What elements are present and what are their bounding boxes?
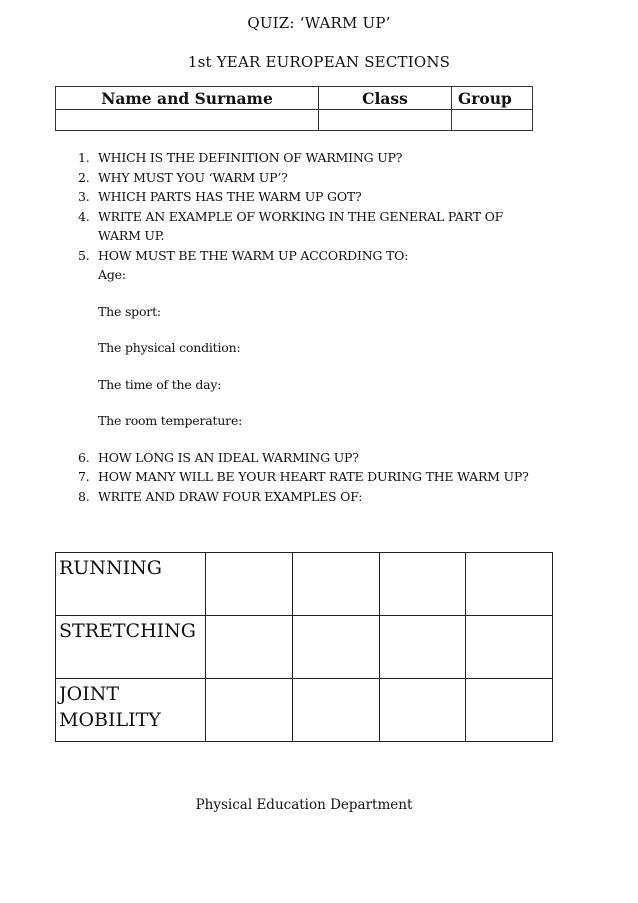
table-row bbox=[56, 679, 553, 742]
stretching-label: STRETCHING bbox=[56, 616, 206, 679]
example-cell[interactable] bbox=[292, 616, 379, 679]
question-item bbox=[78, 467, 548, 487]
question-list bbox=[78, 148, 548, 506]
department-footer: Physical Education Department bbox=[195, 797, 413, 813]
examples-table bbox=[55, 552, 553, 742]
example-cell[interactable] bbox=[379, 616, 466, 679]
question-number: 4. bbox=[78, 208, 90, 224]
question-number: 5. bbox=[78, 247, 90, 263]
q5-item-time-of-day: The time of the day: bbox=[98, 376, 222, 392]
q5-item-age: Age: bbox=[98, 267, 126, 282]
running-label: RUNNING bbox=[56, 553, 206, 616]
q5-item-sport: The sport: bbox=[98, 303, 161, 319]
class-field[interactable] bbox=[319, 110, 452, 131]
example-cell[interactable] bbox=[466, 553, 553, 616]
question-number: 7. bbox=[78, 469, 90, 484]
question-item bbox=[78, 148, 548, 168]
table-row bbox=[56, 616, 553, 679]
group-header: Group bbox=[452, 87, 533, 110]
example-cell[interactable] bbox=[292, 679, 379, 742]
q5-item-physical-condition: The physical condition: bbox=[98, 340, 241, 355]
example-cell[interactable] bbox=[466, 616, 553, 679]
name-surname-field[interactable] bbox=[56, 110, 319, 131]
quiz-title: QUIZ: ‘WARM UP’ bbox=[247, 14, 391, 32]
quiz-subtitle: 1st YEAR EUROPEAN SECTIONS bbox=[187, 53, 451, 71]
example-cell[interactable] bbox=[206, 553, 293, 616]
example-cell[interactable] bbox=[206, 616, 293, 679]
question-text: WRITE AND DRAW FOUR EXAMPLES OF: bbox=[98, 488, 363, 504]
example-cell[interactable] bbox=[379, 679, 466, 742]
question-number: 6. bbox=[78, 449, 90, 465]
question-text: HOW LONG IS AN IDEAL WARMING UP? bbox=[98, 449, 359, 465]
example-cell[interactable] bbox=[466, 679, 553, 742]
example-cell[interactable] bbox=[379, 553, 466, 616]
question-number: 2. bbox=[78, 169, 90, 185]
question-number: 8. bbox=[78, 488, 90, 504]
question-text: WHY MUST YOU ‘WARM UP’? bbox=[98, 169, 288, 185]
question-text: HOW MUST BE THE WARM UP ACCORDING TO: bbox=[98, 247, 409, 263]
q5-item-room-temperature: The room temperature: bbox=[98, 413, 243, 428]
question-text: WHICH PARTS HAS THE WARM UP GOT? bbox=[98, 189, 362, 204]
example-cell[interactable] bbox=[292, 553, 379, 616]
joint-mobility-label: JOINT MOBILITY bbox=[56, 679, 206, 742]
question-item bbox=[78, 187, 548, 207]
question-number: 3. bbox=[78, 189, 90, 204]
question-item bbox=[78, 487, 548, 507]
question-number: 1. bbox=[78, 150, 90, 165]
table-row bbox=[56, 553, 553, 616]
question-item bbox=[78, 207, 548, 246]
group-field[interactable] bbox=[452, 110, 533, 131]
question-text: WRITE AN EXAMPLE OF WORKING IN THE GENERAL PART OF WARM UP. bbox=[98, 208, 504, 243]
question-text: WHICH IS THE DEFINITION OF WARMING UP? bbox=[98, 150, 403, 165]
question-item bbox=[78, 168, 548, 188]
question-text: HOW MANY WILL BE YOUR HEART RATE DURING THE WARM UP? bbox=[98, 469, 529, 484]
question-item bbox=[78, 448, 548, 468]
class-header: Class bbox=[319, 87, 452, 110]
student-info-table bbox=[55, 86, 533, 131]
name-surname-header: Name and Surname bbox=[56, 87, 319, 110]
question-item bbox=[78, 246, 548, 266]
example-cell[interactable] bbox=[206, 679, 293, 742]
